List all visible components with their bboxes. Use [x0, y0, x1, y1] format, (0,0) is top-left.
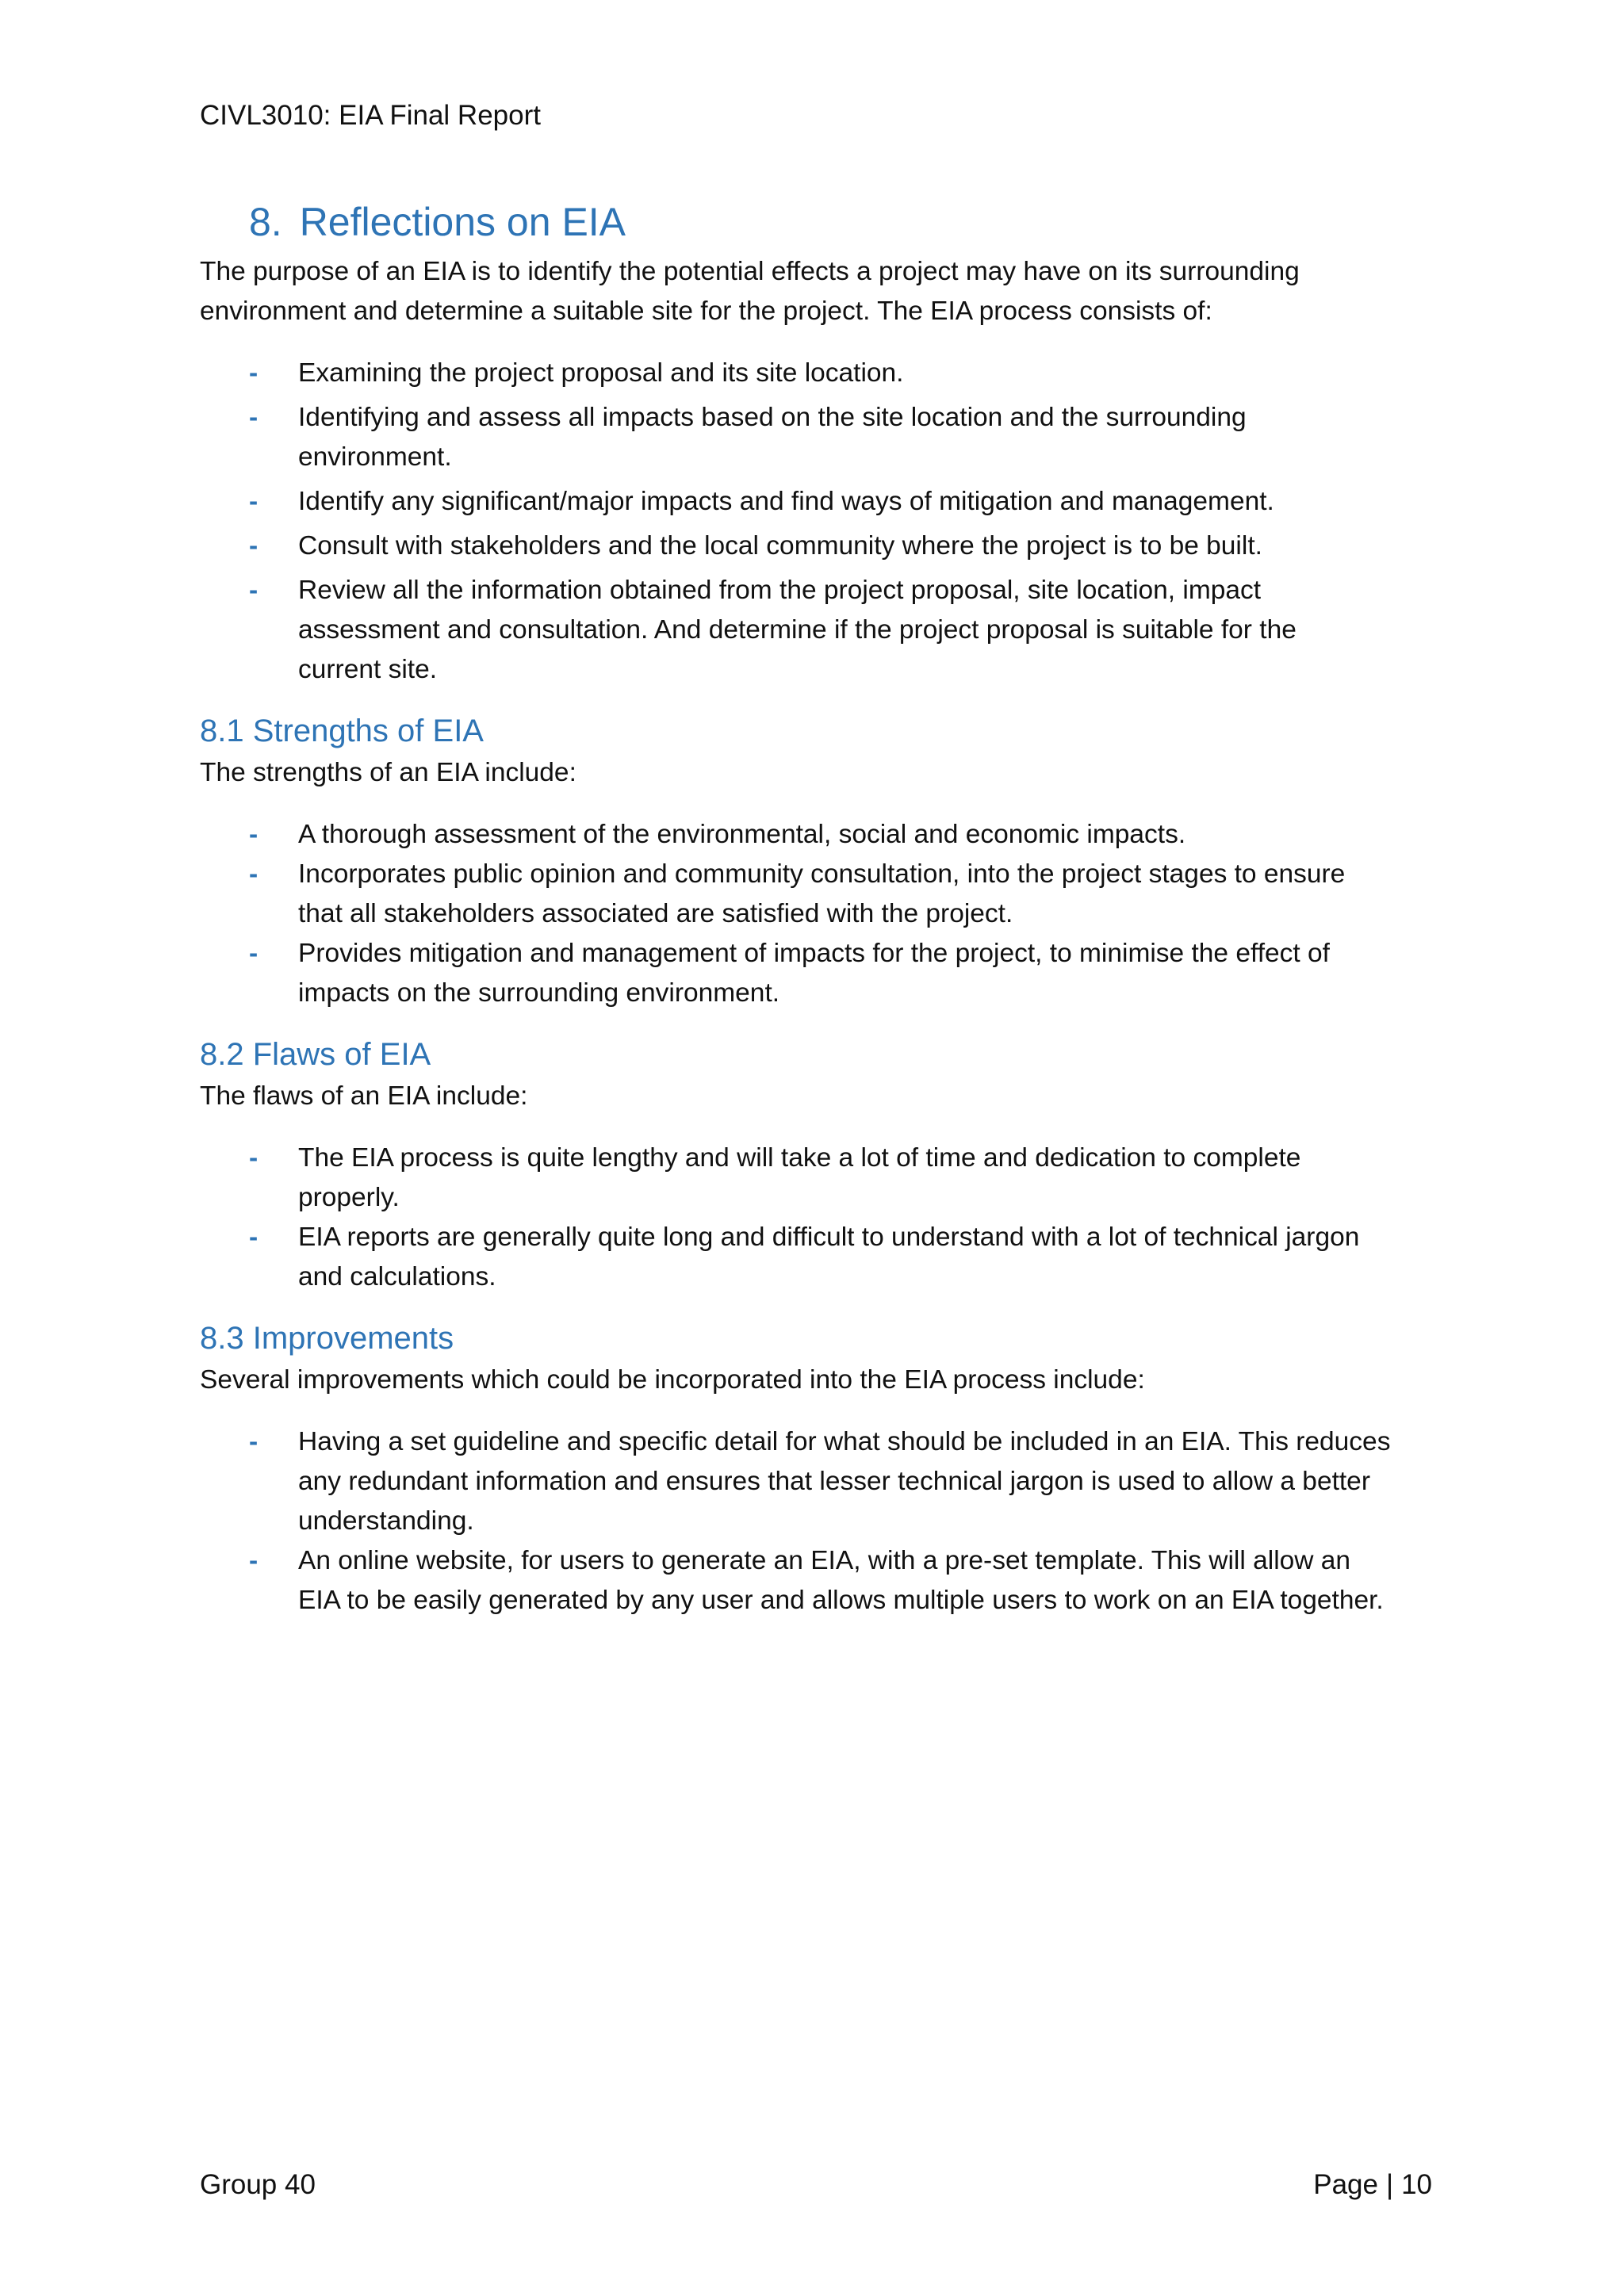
- section-8-1-heading: 8.1 Strengths of EIA: [200, 714, 484, 748]
- section-8-intro: The purpose of an EIA is to identify the potential effects a project may have on its surrounding environment and determine a suitable site for the project. The EIA process consists of:: [200, 257, 1300, 326]
- section-8-title: Reflections on EIA: [299, 200, 626, 244]
- bullet-dash: -: [249, 487, 259, 516]
- list-item: [200, 398, 1437, 477]
- list-item-text: EIA reports are generally quite long and difficult to understand with a lot of technical jargon and calculations.: [298, 1223, 1360, 1292]
- list-item-text: An online website, for users to generate an EIA, with a pre-set template. This will allow an EIA to be easily generated by any user and allows multiple users to work on an EIA together.: [298, 1546, 1384, 1615]
- list-item: [200, 1218, 1437, 1297]
- section-8-3-intro: Several improvements which could be incorporated into the EIA process include:: [200, 1365, 1145, 1395]
- section-8-3-heading: 8.3 Improvements: [200, 1321, 454, 1356]
- page-label: Page: [1313, 2169, 1378, 2200]
- bullet-dash: -: [249, 531, 259, 561]
- bullet-dash: -: [249, 403, 259, 432]
- section-8-1-bullet-list: [200, 815, 1437, 1013]
- list-item-text: Identifying and assess all impacts based on the site location and the surrounding environment.: [298, 403, 1247, 472]
- list-item: [200, 1541, 1437, 1621]
- list-item: [200, 855, 1437, 934]
- section-8-2-bullet-list: [200, 1138, 1437, 1297]
- list-item: [200, 482, 1437, 522]
- section-8-1-intro: The strengths of an EIA include:: [200, 758, 576, 787]
- section-8-3-bullet-list: [200, 1422, 1437, 1621]
- footer-page-number: [1313, 2168, 1432, 2202]
- list-item-text: Consult with stakeholders and the local community where the project is to be built.: [298, 531, 1262, 561]
- list-item-text: A thorough assessment of the environmental, social and economic impacts.: [298, 820, 1186, 849]
- list-item-text: Review all the information obtained from the project proposal, site location, impact assessment and consultation. And determine if the project proposal is suitable for the current site.: [298, 576, 1297, 684]
- running-header: CIVL3010: EIA Final Report: [200, 100, 541, 131]
- list-item-text: Incorporates public opinion and community consultation, into the project stages to ensure that all stakeholders associated are satisfied with the project.: [298, 859, 1346, 928]
- list-item-text: Identify any significant/major impacts and find ways of mitigation and management.: [298, 487, 1274, 516]
- section-8-2-heading: 8.2 Flaws of EIA: [200, 1037, 431, 1072]
- list-item-text: The EIA process is quite lengthy and will take a lot of time and dedication to complete properly.: [298, 1143, 1301, 1212]
- bullet-dash: -: [249, 1223, 259, 1252]
- list-item: [200, 1138, 1437, 1218]
- section-8-number: 8.: [249, 200, 282, 244]
- page-number: 10: [1401, 2169, 1432, 2200]
- bullet-dash: -: [249, 358, 259, 388]
- list-item: [200, 526, 1437, 566]
- bullet-dash: -: [249, 576, 259, 605]
- list-item: [200, 934, 1437, 1013]
- page-content: [200, 197, 1437, 1621]
- footer-group-label: Group 40: [200, 2169, 316, 2200]
- list-item-text: Provides mitigation and management of impacts for the project, to minimise the effect of impacts on the surrounding environment.: [298, 939, 1330, 1008]
- list-item: [200, 571, 1437, 690]
- section-8-bullet-list: [200, 354, 1437, 690]
- bullet-dash: -: [249, 820, 259, 849]
- bullet-dash: -: [249, 939, 259, 968]
- section-8-heading: [249, 197, 1437, 247]
- section-8-2-intro: The flaws of an EIA include:: [200, 1081, 528, 1111]
- list-item-text: Having a set guideline and specific detail for what should be included in an EIA. This reduces any redundant information and ensures that lesser technical jargon is used to allow a better understanding.: [298, 1427, 1391, 1536]
- list-item: [200, 354, 1437, 393]
- bullet-dash: -: [249, 1427, 259, 1456]
- bullet-dash: -: [249, 859, 259, 889]
- list-item-text: Examining the project proposal and its site location.: [298, 358, 904, 388]
- bullet-dash: -: [249, 1546, 259, 1575]
- list-item: [200, 1422, 1437, 1541]
- bullet-dash: -: [249, 1143, 259, 1173]
- page-separator: |: [1385, 2169, 1394, 2200]
- list-item: [200, 815, 1437, 855]
